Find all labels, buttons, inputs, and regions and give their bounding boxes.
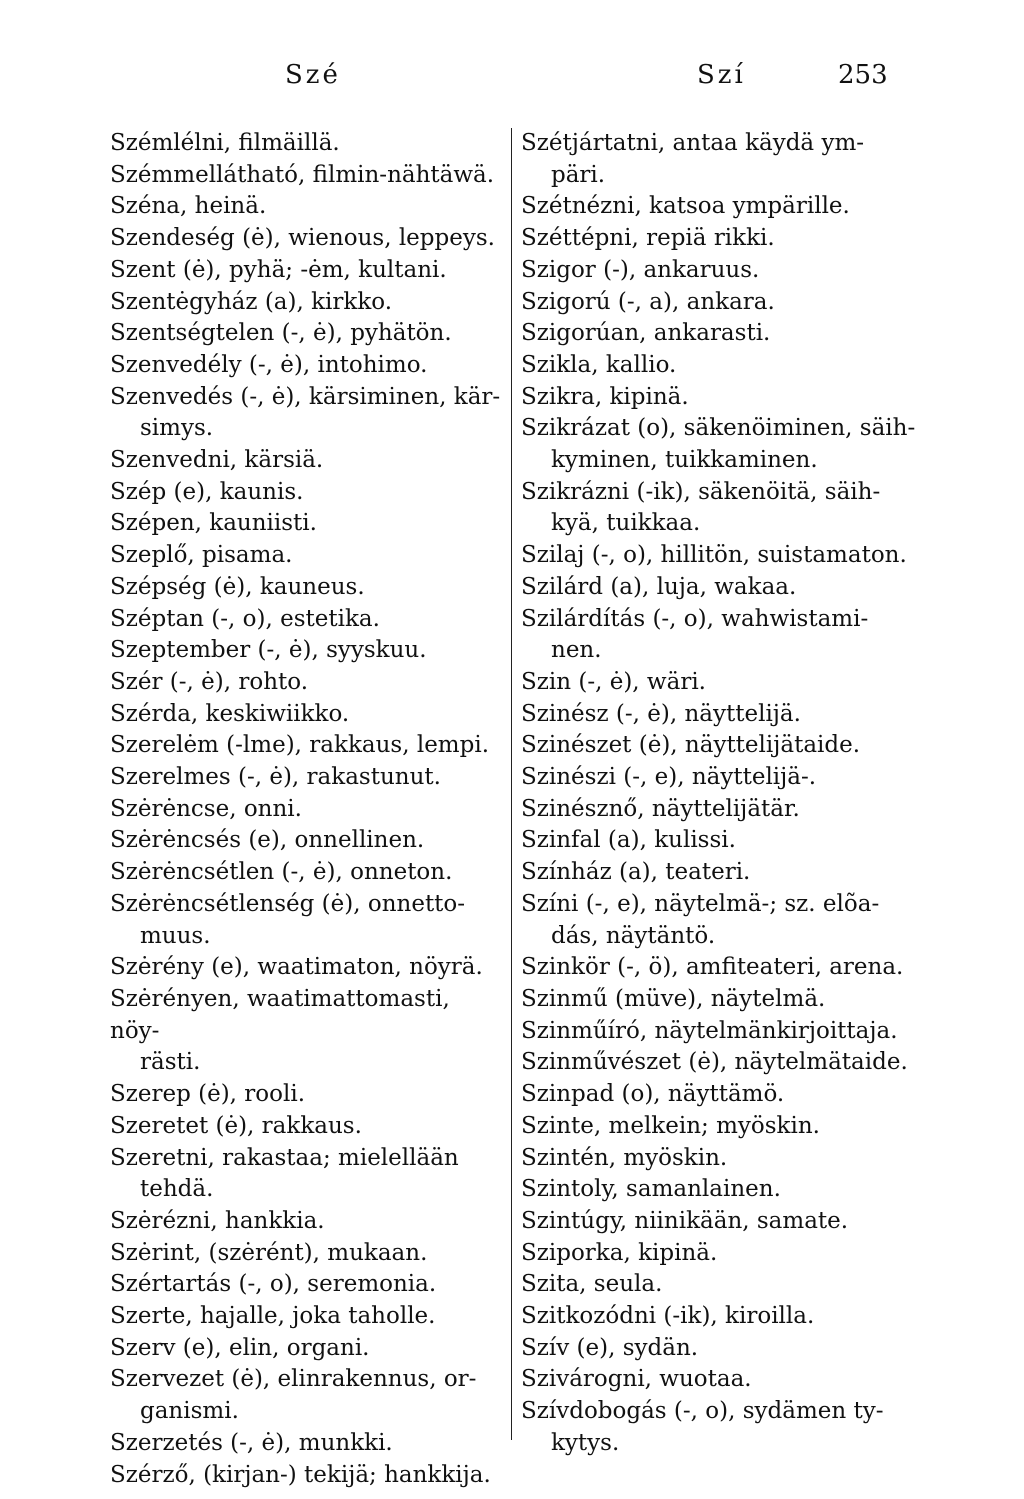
dictionary-entry (110, 287, 506, 319)
headword: Szenvedni, (110, 447, 238, 474)
translation: kyä, tuikkaa. (551, 510, 701, 537)
translation: waatimattomasti, nöy- (110, 985, 450, 1044)
translation: teateri. (657, 859, 751, 886)
translation: näytelmä. (703, 985, 826, 1012)
dictionary-entry (521, 1143, 921, 1175)
entry-continuation (110, 1047, 506, 1079)
translation: simys. (140, 415, 214, 442)
headword: Szinészi (-, e), (521, 764, 685, 791)
dictionary-entry (110, 1364, 506, 1396)
translation: sydämen ty- (735, 1398, 884, 1425)
translation: rakastaa; mielellään (214, 1144, 459, 1171)
headword: Szenvedés (-, ė), (110, 383, 302, 410)
left-column (110, 128, 506, 1491)
dictionary-entry (110, 1428, 506, 1460)
dictionary-entry (521, 667, 921, 699)
translation: wuotaa. (651, 1366, 752, 1393)
dictionary-entry (110, 794, 506, 826)
dictionary-entry (110, 762, 506, 794)
headword: Szinmű (müve), (521, 985, 704, 1012)
translation: kärsiminen, kär- (301, 383, 501, 410)
translation: munkki. (291, 1429, 393, 1456)
dictionary-entry (110, 1206, 506, 1238)
headword: Szívdobogás (-, o), (521, 1398, 736, 1425)
dictionary-entry (110, 984, 506, 1047)
entry-continuation (521, 1428, 921, 1460)
translation: näyttelijä. (677, 700, 801, 727)
translation: säkenöitä, säih- (690, 478, 881, 505)
dictionary-entry (110, 255, 506, 287)
headword: Szerzetés (-, ė), (110, 1429, 292, 1456)
dictionary-entry (521, 952, 921, 984)
dictionary-entry (521, 1396, 921, 1428)
headword: Szikrázat (o), (521, 415, 677, 442)
translation: elinrakennus, or- (270, 1366, 477, 1393)
dictionary-entry (521, 350, 921, 382)
headword: Szigorúan, (521, 320, 647, 347)
dictionary-entry (110, 1111, 506, 1143)
dictionary-entry (521, 762, 921, 794)
translation: rakastunut. (299, 764, 441, 791)
translation: ganismi. (140, 1398, 239, 1425)
translation: kulissi. (646, 827, 736, 854)
translation: näyttämö. (660, 1081, 785, 1108)
dictionary-entry (110, 382, 506, 414)
dictionary-entry (110, 1269, 506, 1301)
headword: Szér (-, ė), (110, 668, 232, 695)
dictionary-entry (110, 572, 506, 604)
dictionary-entry (110, 1301, 506, 1333)
entry-continuation (521, 160, 921, 192)
translation: elin, organi. (221, 1334, 370, 1361)
dictionary-entry (521, 1047, 921, 1079)
headword: Szin (-, ė), (521, 668, 640, 695)
headword: Szintúgy, (521, 1207, 628, 1234)
dictionary-entry (110, 857, 506, 889)
headword: Szérda, (110, 700, 199, 727)
entry-continuation (521, 921, 921, 953)
dictionary-entry (521, 128, 921, 160)
headword: Színi (-, e), (521, 890, 647, 917)
translation: muus. (140, 922, 211, 949)
headword: Szértartás (-, o), (110, 1271, 300, 1298)
translation: onnetto- (360, 890, 466, 917)
translation: kauneus. (252, 573, 365, 600)
translation: pisama. (194, 542, 293, 569)
headword: Szėrint, (szėrént), (110, 1239, 320, 1266)
translation: rooli. (237, 1081, 306, 1108)
translation: rohto. (231, 668, 309, 695)
translation: waatimaton, nöyrä. (250, 954, 483, 981)
translation: amfiteateri, arena. (678, 954, 904, 981)
headword: Széna, (110, 193, 188, 220)
translation: näyttelijätär. (644, 795, 800, 822)
dictionary-entry (521, 730, 921, 762)
dictionary-entry (110, 160, 506, 192)
headword: Szendeség (ė), (110, 225, 281, 252)
dictionary-entry (110, 508, 506, 540)
dictionary-entry (110, 1238, 506, 1270)
entry-continuation (521, 508, 921, 540)
translation: melkein; myöskin. (601, 1112, 820, 1139)
translation: ankaruus. (636, 256, 760, 283)
translation: näytelmänkirjoittaja. (647, 1017, 898, 1044)
headword: Szervezet (ė), (110, 1366, 271, 1393)
translation: onnellinen. (287, 827, 425, 854)
translation: tekijä; hankkija. (296, 1461, 491, 1488)
headword: Szémmellátható, (110, 161, 306, 188)
translation: wäri. (639, 668, 706, 695)
translation: kallio. (598, 351, 677, 378)
translation: dás, näytäntö. (551, 922, 716, 949)
headword: Szérző, (kirjan-) (110, 1461, 297, 1488)
translation: tehdä. (140, 1176, 214, 1203)
headword: Szinte, (521, 1112, 602, 1139)
translation: ankarasti. (646, 320, 771, 347)
headword: Szenvedély (-, ė), (110, 351, 311, 378)
dictionary-entry (521, 1238, 921, 1270)
translation: filmäillä. (231, 130, 340, 156)
dictionary-entry (110, 667, 506, 699)
dictionary-entry (521, 1269, 921, 1301)
translation: keskiwiikko. (198, 700, 350, 727)
dictionary-entry (110, 1460, 506, 1492)
header-left-guideword: Szé (285, 60, 341, 90)
headword: Szinésznő, (521, 795, 645, 822)
headword: Szinkör (-, ö), (521, 954, 679, 981)
dictionary-entry (521, 1301, 921, 1333)
dictionary-entry (110, 730, 506, 762)
dictionary-entry (521, 1333, 921, 1365)
dictionary-entry (110, 635, 506, 667)
headword: Sziporka, (521, 1239, 631, 1266)
headword: Szinműíró, (521, 1017, 648, 1044)
translation: säkenöiminen, säih- (676, 415, 916, 442)
translation: onneton. (342, 859, 453, 886)
translation: antaa käydä ym- (665, 130, 865, 156)
page-header (0, 60, 1024, 100)
headword: Szétnézni, (521, 193, 642, 220)
headword: Széptan (-, o), (110, 605, 273, 632)
headword: Szilárd (a), (521, 573, 650, 600)
dictionary-entry (521, 984, 921, 1016)
dictionary-entry (521, 1079, 921, 1111)
translation: syyskuu. (318, 637, 427, 664)
headword: Szépség (ė), (110, 573, 253, 600)
translation: kauniisti. (201, 510, 317, 537)
translation: näytelmätaide. (727, 1049, 908, 1076)
headword: Szép (e), (110, 478, 213, 505)
translation: repiä rikki. (638, 225, 775, 252)
headword: Szerte, (110, 1303, 193, 1330)
headword: Szinfal (a), (521, 827, 647, 854)
translation: wahwistami- (713, 605, 869, 632)
entry-continuation (521, 445, 921, 477)
headword: Szémlélni, (110, 130, 232, 156)
dictionary-entry (521, 191, 921, 223)
translation: estetika. (272, 605, 380, 632)
headword: Szeplő, (110, 542, 195, 569)
headword: Szėrényen, (110, 985, 240, 1012)
translation: kaunis. (212, 478, 304, 505)
translation: niinikään, samate. (627, 1207, 849, 1234)
entry-continuation (110, 413, 506, 445)
dictionary-entry (110, 477, 506, 509)
headword: Szėrėncsés (e), (110, 827, 288, 854)
translation: filmin-nähtäwä. (305, 161, 495, 188)
headword: Szerv (e), (110, 1334, 222, 1361)
dictionary-entry (521, 1174, 921, 1206)
dictionary-entry (110, 825, 506, 857)
headword: Szerelėm (-lme), (110, 732, 302, 759)
translation: kyminen, tuikkaminen. (551, 447, 818, 474)
headword: Szikrázni (-ik), (521, 478, 691, 505)
dictionary-entry (521, 572, 921, 604)
translation: nen. (551, 637, 602, 664)
headword: Szeretni, (110, 1144, 215, 1171)
headword: Szilárdítás (-, o), (521, 605, 714, 632)
headword: Szinész (-, ė), (521, 700, 678, 727)
dictionary-entry (521, 699, 921, 731)
dictionary-entry (110, 540, 506, 572)
translation: kärsiä. (237, 447, 324, 474)
headword: Szivárogni, (521, 1366, 652, 1393)
translation: sydän. (615, 1334, 699, 1361)
translation: mukaan. (319, 1239, 428, 1266)
dictionary-entry (521, 1206, 921, 1238)
headword: Szinpad (o), (521, 1081, 661, 1108)
headword: Szita, (521, 1271, 587, 1298)
headword: Szintoly, (521, 1176, 619, 1203)
translation: kipinä. (602, 383, 689, 410)
translation: kiroilla. (717, 1303, 815, 1330)
headword: Szikla, (521, 351, 599, 378)
dictionary-entry (521, 223, 921, 255)
headword: Szentėgyház (a), (110, 288, 304, 315)
dictionary-entry (521, 255, 921, 287)
translation: wienous, leppeys. (280, 225, 495, 252)
translation: rakkaus. (254, 1112, 362, 1139)
dictionary-entry (521, 413, 921, 445)
translation: seula. (586, 1271, 663, 1298)
header-right-guideword: Szí (697, 60, 746, 90)
headword: Szív (e), (521, 1334, 616, 1361)
translation: kytys. (551, 1429, 620, 1456)
translation: pyhätön. (342, 320, 452, 347)
dictionary-entry (521, 1111, 921, 1143)
headword: Szėrėncsétlenség (ė), (110, 890, 361, 917)
dictionary-entry (110, 445, 506, 477)
headword: Szėrény (e), (110, 954, 251, 981)
headword: Szėrézni, (110, 1207, 218, 1234)
headword: Szitkozódni (-ik), (521, 1303, 718, 1330)
dictionary-entry (521, 889, 921, 921)
dictionary-entry (110, 1333, 506, 1365)
translation: näyttelijätaide. (677, 732, 861, 759)
headword: Szerep (ė), (110, 1081, 237, 1108)
headword: Szėrėncse, (110, 795, 237, 822)
dictionary-entry (110, 223, 506, 255)
headword: Szétjártatni, (521, 130, 666, 156)
dictionary-entry (521, 1016, 921, 1048)
translation: näyttelijä-. (684, 764, 817, 791)
dictionary-entry (110, 604, 506, 636)
translation: kirkko. (303, 288, 393, 315)
dictionary-entry (110, 128, 506, 160)
headword: Szigorú (-, a), (521, 288, 680, 315)
dictionary-entry (521, 477, 921, 509)
translation: pyhä; -ėm, kultani. (221, 256, 447, 283)
dictionary-entry (521, 318, 921, 350)
headword: Szentségtelen (-, ė), (110, 320, 343, 347)
translation: hankkia. (217, 1207, 325, 1234)
headword: Szeretet (ė), (110, 1112, 255, 1139)
dictionary-entry (521, 794, 921, 826)
dictionary-entry (521, 604, 921, 636)
right-column (521, 128, 921, 1460)
entry-continuation (521, 635, 921, 667)
dictionary-entry (110, 350, 506, 382)
headword: Széttépni, (521, 225, 639, 252)
dictionary-entry (521, 382, 921, 414)
column-divider (511, 128, 512, 1440)
headword: Szintén, (521, 1144, 617, 1171)
dictionary-entry (521, 1364, 921, 1396)
translation: rakkaus, lempi. (302, 732, 490, 759)
headword: Szeptember (-, ė), (110, 637, 319, 664)
dictionary-entry (110, 191, 506, 223)
translation: näytelmä-; sz. elõa- (646, 890, 880, 917)
headword: Szerelmes (-, ė), (110, 764, 300, 791)
headword: Szikra, (521, 383, 603, 410)
headword: Szilaj (-, o), (521, 542, 654, 569)
dictionary-entry (521, 540, 921, 572)
dictionary-entry (110, 952, 506, 984)
dictionary-entry (521, 825, 921, 857)
translation: hajalle, joka taholle. (192, 1303, 436, 1330)
dictionary-entry (110, 1143, 506, 1175)
headword: Szent (ė), (110, 256, 222, 283)
dictionary-entry (110, 699, 506, 731)
translation: myöskin. (616, 1144, 728, 1171)
headword: Szépen, (110, 510, 202, 537)
translation: hillitön, suistamaton. (653, 542, 907, 569)
translation: luja, wakaa. (649, 573, 797, 600)
headword: Színház (a), (521, 859, 658, 886)
translation: heinä. (187, 193, 267, 220)
headword: Szinművészet (ė), (521, 1049, 728, 1076)
translation: rästi. (140, 1049, 201, 1076)
headword: Szigor (-), (521, 256, 637, 283)
translation: intohimo. (310, 351, 428, 378)
translation: samanlainen. (618, 1176, 781, 1203)
entry-continuation (110, 1174, 506, 1206)
headword: Szinészet (ė), (521, 732, 678, 759)
dictionary-entry (110, 318, 506, 350)
translation: kipinä. (630, 1239, 718, 1266)
dictionary-entry (521, 857, 921, 889)
headword: Szėrėncsétlen (-, ė), (110, 859, 343, 886)
translation: ankara. (679, 288, 775, 315)
translation: seremonia. (300, 1271, 437, 1298)
translation: päri. (551, 161, 606, 188)
dictionary-entry (110, 1079, 506, 1111)
entry-continuation (110, 921, 506, 953)
dictionary-entry (110, 889, 506, 921)
translation: katsoa ympärille. (641, 193, 850, 220)
page-number: 253 (838, 60, 888, 90)
translation: onni. (236, 795, 302, 822)
dictionary-entry (521, 287, 921, 319)
entry-continuation (110, 1396, 506, 1428)
